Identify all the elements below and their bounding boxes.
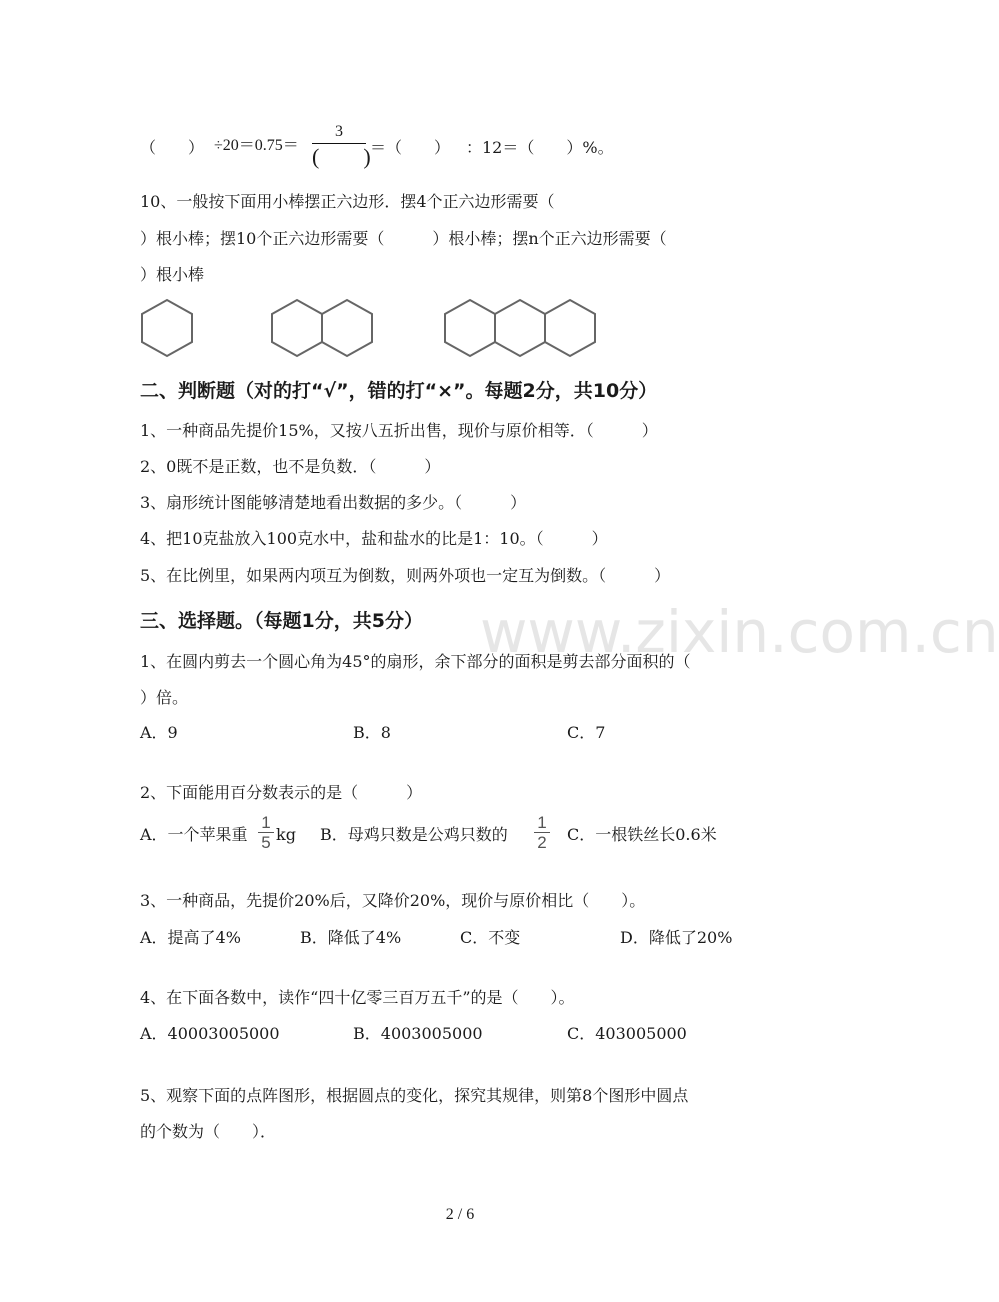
s3-q1-option-c: C．7 <box>567 723 606 742</box>
s2-item-5: 5、在比例里，如果两内项互为倒数，则两外项也一定互为倒数。（ ） <box>140 566 671 585</box>
q10-line-1: 10、一般按下面用小棒摆正六边形．摆4个正六边形需要（ <box>140 192 555 211</box>
s3-q5-line-2: 的个数为（ ）． <box>140 1122 277 1141</box>
section3-heading: 三、选择题。（每题1分，共5分） <box>140 610 423 632</box>
hexagon-2b <box>322 300 372 356</box>
s3-q2-option-c: C．一根铁丝长0.6米 <box>567 825 717 844</box>
s3-q4-stem: 4、在下面各数中，读作“四十亿零三百万五千”的是（ ）。 <box>140 988 575 1007</box>
s3-q1-line-1: 1、在圆内剪去一个圆心角为45°的扇形，余下部分的面积是剪去部分面积的（ <box>140 652 691 671</box>
q10-line-3: ）根小棒 <box>140 265 205 284</box>
s3-q2-stem: 2、下面能用百分数表示的是（ ） <box>140 783 423 802</box>
fraction-numerator: 1 <box>261 813 271 832</box>
s3-q4-option-a: A．40003005000 <box>140 1024 280 1043</box>
s3-q2-option-a-unit: kg <box>276 825 296 844</box>
q9-expression: ÷20＝0.75＝ <box>214 137 299 154</box>
q9-fraction <box>312 122 371 169</box>
hexagon-3c <box>545 300 595 356</box>
s3-q1-line-2: ）倍。 <box>140 688 189 707</box>
q10-line-2: ）根小棒；摆10个正六边形需要（ ）根小棒；摆n个正六边形需要（ <box>140 229 667 248</box>
s3-q2-option-b-text: B．母鸡只数是公鸡只数的 <box>320 825 508 844</box>
s2-item-4: 4、把10克盐放入100克水中，盐和盐水的比是1：10。（ ） <box>140 529 608 548</box>
s3-q1-option-b: B．8 <box>353 723 391 742</box>
s3-q4-option-b: B．4003005000 <box>353 1024 483 1043</box>
s3-q3-option-c: C．不变 <box>460 928 521 947</box>
s3-q1-option-a: A．9 <box>140 723 178 742</box>
s3-q5-line-1: 5、观察下面的点阵图形，根据圆点的变化，探究其规律，则第8个图形中圆点 <box>140 1086 689 1105</box>
hexagon-3b <box>495 300 545 356</box>
q9-ratio: ：12＝（ ）%。 <box>466 138 614 157</box>
q9-blank-a: （ ） <box>140 138 205 157</box>
s3-q2-option-a-fraction <box>258 814 274 851</box>
hexagon-2a <box>272 300 322 356</box>
q9-fraction-denominator: ( ) <box>312 144 371 169</box>
s3-q2-option-b-fraction <box>534 814 550 851</box>
hexagon-1 <box>142 300 192 356</box>
fraction-numerator: 1 <box>537 813 547 832</box>
s2-item-1: 1、一种商品先提价15%，又按八五折出售，现价与原价相等．（ ） <box>140 421 658 440</box>
s3-q2-option-a-text: A．一个苹果重 <box>140 825 248 844</box>
fraction-denominator: 5 <box>261 833 271 852</box>
s2-item-2: 2、0既不是正数，也不是负数．（ ） <box>140 457 441 476</box>
page-number: 2 / 6 <box>445 1206 475 1223</box>
hexagon-3a <box>445 300 495 356</box>
s3-q3-option-b: B．降低了4% <box>300 928 402 947</box>
q9-equals-blank: ＝（ ） <box>370 138 451 157</box>
s3-q3-option-d: D．降低了20% <box>620 928 733 947</box>
watermark: www.zixin.com.cn <box>480 598 999 666</box>
q9-fraction-numerator: 3 <box>335 123 343 140</box>
s3-q3-stem: 3、一种商品，先提价20%后，又降价20%，现价与原价相比（ ）。 <box>140 891 646 910</box>
s3-q4-option-c: C．403005000 <box>567 1024 687 1043</box>
hexagon-figures <box>130 292 610 366</box>
s3-q3-option-a: A．提高了4% <box>140 928 241 947</box>
section2-heading: 二、判断题（对的打“√”，错的打“×”。每题2分，共10分） <box>140 380 658 402</box>
s2-item-3: 3、扇形统计图能够清楚地看出数据的多少。（ ） <box>140 493 527 512</box>
fraction-denominator: 2 <box>537 833 547 852</box>
